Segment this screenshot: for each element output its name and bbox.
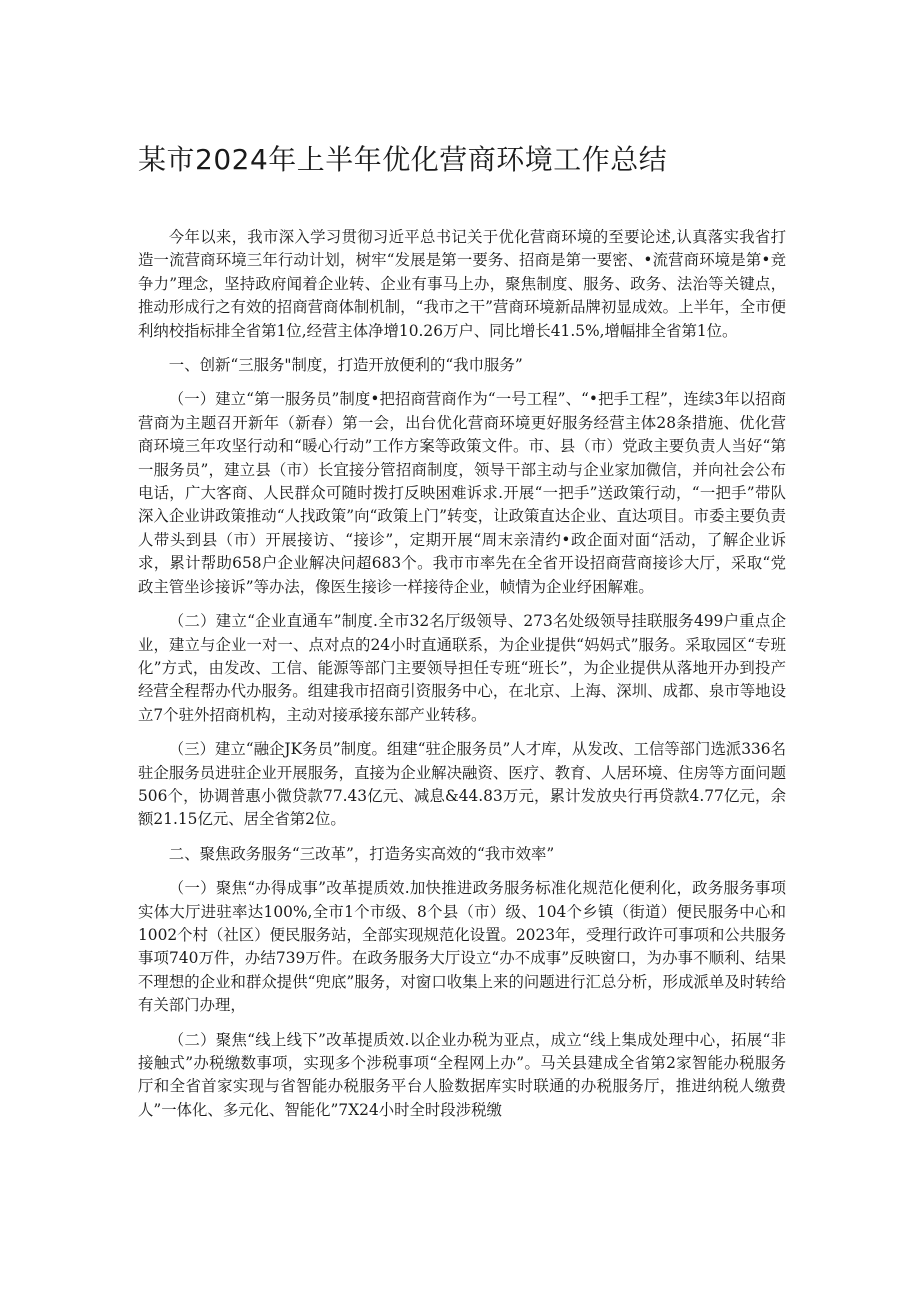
paragraph-1-1: （一）建立“第一服务员”制度•把招商营商作为“一号工程”、“•把手工程”，连续3年以招商营商为主题召开新年（新春）第一会，出台优化营商环境更好服务经营主体28条措施、优化营商环境三年攻坚行动和“暖心行动”工作方案等政策文件。市、县（市）党政主要负责人当好“第一服务员”，建立县（市）长宜接分管招商制度，领导干部主动与企业家加微信，并向社会公布电话，广大客商、人民群众可随时拨打反映困难诉求.开展“一把手”送政策行动，“一把手”带队深入企业讲政策推动“人找政策”向“政策上门”转变，让政策直达企业、直达项目。市委主要负责人带头到县（市）开展接访、“接诊”，定期开展“周末亲清约•政企面对面“活动，了解企业诉求，累计帮助658户企业解决问超683个。我市市率先在全省开设招商营商接诊大厅，采取“党政主管坐诊接诉”等办法，像医生接诊一样接待企业，帧情为企业纾困解难。 bbox=[138, 390, 786, 596]
paragraph-intro: 今年以来，我市深入学习贯彻习近平总书记关于优化营商环境的至要论述,认真落实我省打造一流营商环境三年行动计划，树牢“发展是第一要务、招商是第一要密、•流营商环境是第•竞争力”理念，坚持政府闻着企业转、企业有事马上办，聚焦制度、服务、政务、法治等关键点，推动形成行之有效的招商营商体制机制，“我市之干”营商环境新品牌初显成效。上半年，全市便利纳校指标排全省第1位,经营主体净增10.26万户、同比增长41.5%,增幅排全省第1位。 bbox=[138, 228, 786, 340]
document-title: 某市2024年上半年优化营商环境工作总结 bbox=[138, 143, 668, 176]
paragraph-1-2: （二）建立“企业直通车”制度.全市32名厅级领导、273名处级领导挂联服务499户重点企业，建立与企业一对一、点对点的24小时直通联系，为企业提供“妈妈式”服务。采取园区“专班化”方式，由发改、工信、能源等部门主要领导担任专班“班长”，为企业提供从落地开办到投产经营全程帮办代办服务。组建我市招商引资服务中心，在北京、上海、深圳、成都、泉市等地设立7个驻外招商机构，主动对接承接东部产业转移。 bbox=[138, 612, 786, 724]
section-heading-2: 二、聚焦政务服务“三改革”，打造务实高效的“我市效率” bbox=[168, 844, 555, 863]
paragraph-1-3: （三）建立“融企JK务员”制度。组建“驻企服务员”人才库，从发改、工信等部门选派336名驻企服务员进驻企业开展服务，直接为企业解决融资、医疗、教育、人居环境、住房等方面问题506个，协调普惠小微贷款77.43亿元、减息&44.83万元，累计发放央行再贷款4.77亿元，余额21.15亿元、居全省第2位。 bbox=[138, 740, 786, 829]
paragraph-2-1: （一）聚焦“办得成事”改革提质效.加快推进政务服务标准化规范化便利化，政务服务事项实体大厅进驻率达100%,全市1个市级、8个县（市）级、104个乡镇（街道）便民服务中心和1002个村（社区）便民服务站，全部实现规范化设置。2023年，受理行政许可事项和公共服务事项740万件，办结739万件。在政务服务大厅设立“办不成事”反映窗口，为办事不顺利、结果不理想的企业和群众提供“兜底”服务，对窗口收集上来的问题进行汇总分析，形成派单及时转给有关部门办理， bbox=[138, 879, 786, 1015]
paragraph-2-2: （二）聚焦“线上线下”改革提质效.以企业办税为亚点，成立“线上集成处理中心，拓展“非接触式”办税缴数事项，实现多个涉税事项“全程网上办”。马关县建成全省第2家智能办税服务厅和全省首家实现与省智能办税服务平台人脸数据库实时联通的办税服务厅，推进纳税人缴费人”一体化、多元化、智能化”7X24小时全时段涉税缴 bbox=[138, 1030, 786, 1119]
section-heading-1: 一、创新“三服务"制度，打造开放便利的“我巾服务” bbox=[168, 356, 523, 375]
document-body bbox=[138, 226, 786, 1133]
